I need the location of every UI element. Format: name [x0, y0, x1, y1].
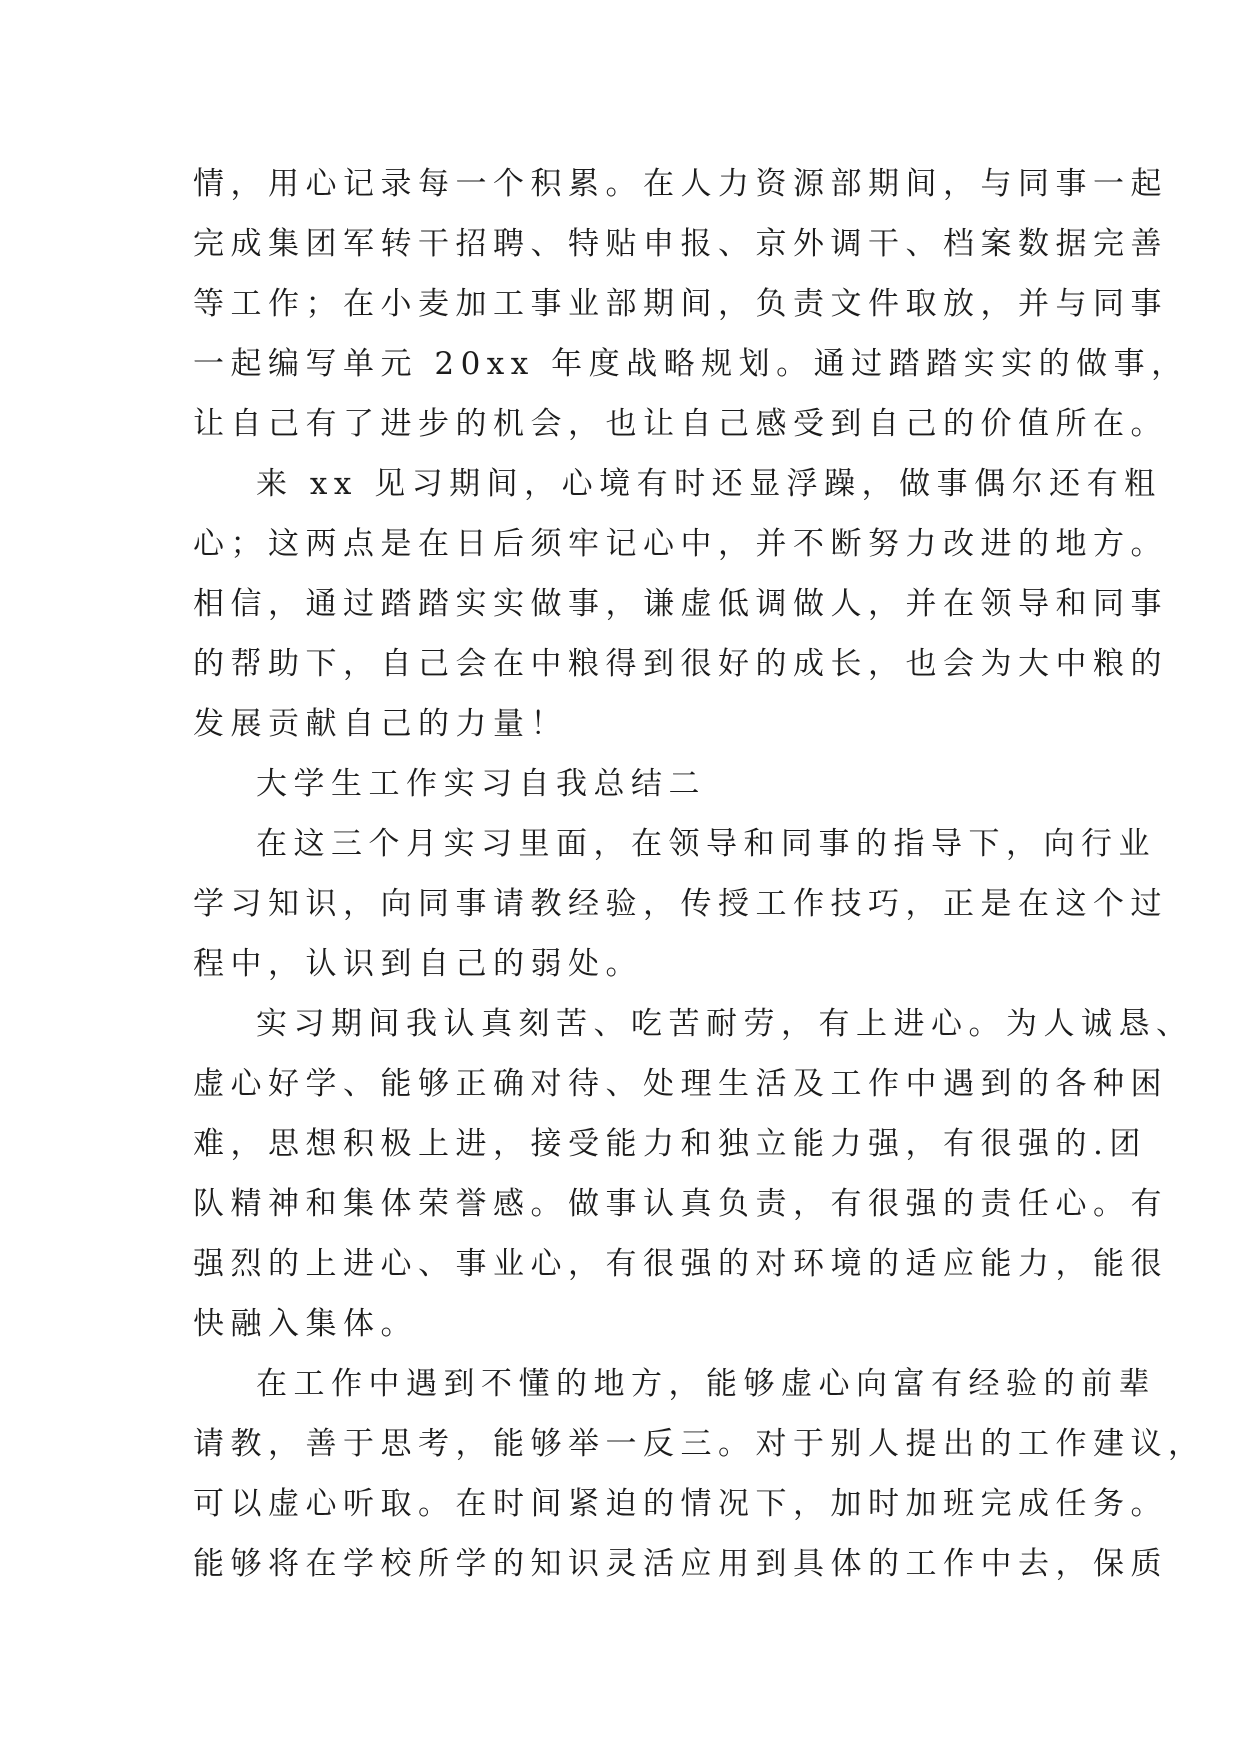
paragraph-start-line: 来 xx 见习期间，心境有时还显浮躁，做事偶尔还有粗	[256, 466, 1162, 502]
text-line: 虚心好学、能够正确对待、处理生活及工作中遇到的各种困	[193, 1066, 1168, 1102]
section-heading: 大学生工作实习自我总结二	[256, 766, 706, 802]
text-line: 能够将在学校所学的知识灵活应用到具体的工作中去，保质	[193, 1546, 1168, 1582]
text-line: 等工作；在小麦加工事业部期间，负责文件取放，并与同事	[193, 286, 1168, 322]
text-line: 请教，善于思考，能够举一反三。对于别人提出的工作建议，	[193, 1426, 1206, 1462]
text-line: 心；这两点是在日后须牢记心中，并不断努力改进的地方。	[193, 526, 1168, 562]
text-line: 强烈的上进心、事业心，有很强的对环境的适应能力，能很	[193, 1246, 1168, 1282]
text-line: 快融入集体。	[193, 1306, 418, 1342]
paragraph-start-line: 在这三个月实习里面，在领导和同事的指导下，向行业	[256, 826, 1156, 862]
text-line: 一起编写单元 20xx 年度战略规划。通过踏踏实实的做事，	[193, 346, 1189, 382]
text-line: 情，用心记录每一个积累。在人力资源部期间，与同事一起	[193, 166, 1168, 202]
paragraph-start-line: 在工作中遇到不懂的地方，能够虚心向富有经验的前辈	[256, 1366, 1156, 1402]
text-line: 难，思想积极上进，接受能力和独立能力强，有很强的.团	[193, 1126, 1147, 1162]
text-line: 相信，通过踏踏实实做事，谦虚低调做人，并在领导和同事	[193, 586, 1168, 622]
text-line: 的帮助下，自己会在中粮得到很好的成长，也会为大中粮的	[193, 646, 1168, 682]
paragraph-start-line: 实习期间我认真刻苦、吃苦耐劳，有上进心。为人诚恳、	[256, 1006, 1194, 1042]
text-line: 可以虚心听取。在时间紧迫的情况下，加时加班完成任务。	[193, 1486, 1168, 1522]
text-line: 程中，认识到自己的弱处。	[193, 946, 643, 982]
text-line: 学习知识，向同事请教经验，传授工作技巧，正是在这个过	[193, 886, 1168, 922]
text-line: 队精神和集体荣誉感。做事认真负责，有很强的责任心。有	[193, 1186, 1168, 1222]
text-line: 完成集团军转干招聘、特贴申报、京外调干、档案数据完善	[193, 226, 1168, 262]
text-line: 让自己有了进步的机会，也让自己感受到自己的价值所在。	[193, 406, 1168, 442]
text-line: 发展贡献自己的力量！	[193, 706, 568, 742]
